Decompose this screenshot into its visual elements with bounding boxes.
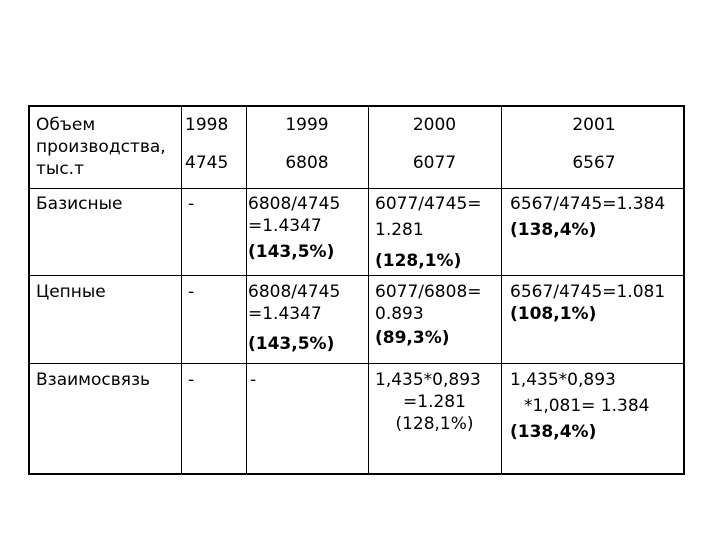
cell-dash: -: [250, 370, 257, 390]
cell-value: 6567/4745=1.384: [510, 194, 666, 214]
cell-percent: (108,1%): [510, 304, 597, 324]
row-divider: [30, 363, 683, 364]
cell-value: 6567/4745=1.081: [510, 282, 666, 302]
cell-value: 6808/4745: [248, 194, 341, 214]
header-label: тыс.т: [36, 159, 84, 179]
cell-dash: -: [188, 194, 195, 214]
data-table: [28, 105, 685, 475]
year-2001: 2001: [572, 115, 616, 135]
header-label: производства,: [36, 137, 166, 157]
row-label-chain: Цепные: [36, 282, 106, 302]
cell-value: =1.4347: [248, 216, 322, 236]
volume-1998: 4745: [185, 153, 229, 173]
cell-dash: -: [188, 282, 195, 302]
header-label: Объем: [36, 115, 96, 135]
row-label-relation: Взаимосвязь: [36, 370, 151, 390]
cell-percent: (138,4%): [510, 422, 597, 442]
cell-value: 1.281: [375, 220, 424, 240]
volume-1999: 6808: [285, 153, 329, 173]
volume-2000: 6077: [412, 153, 457, 173]
cell-value: 1,435*0,893: [510, 370, 616, 390]
cell-value: =1.281: [403, 392, 466, 412]
cell-value: =1.4347: [248, 304, 322, 324]
year-2000: 2000: [412, 115, 457, 135]
year-1998: 1998: [185, 115, 229, 135]
year-1999: 1999: [285, 115, 329, 135]
cell-value: 6077/4745=: [375, 194, 482, 214]
cell-value: 0.893: [375, 304, 424, 324]
cell-percent: (143,5%): [248, 334, 335, 354]
cell-value: 6808/4745: [248, 282, 341, 302]
cell-value: *1,081= 1.384: [524, 396, 650, 416]
cell-percent: (138,4%): [510, 220, 597, 240]
cell-percent: (128,1%): [375, 251, 462, 271]
row-divider: [30, 275, 683, 276]
volume-2001: 6567: [572, 153, 616, 173]
cell-percent: (89,3%): [375, 328, 450, 348]
cell-percent: (128,1%): [395, 414, 474, 434]
row-label-basic: Базисные: [36, 194, 123, 214]
cell-dash: -: [188, 370, 195, 390]
cell-percent: (143,5%): [248, 242, 335, 262]
cell-value: 1,435*0,893: [375, 370, 481, 390]
row-divider: [30, 188, 683, 189]
column-divider: [181, 107, 182, 473]
cell-value: 6077/6808=: [375, 282, 482, 302]
